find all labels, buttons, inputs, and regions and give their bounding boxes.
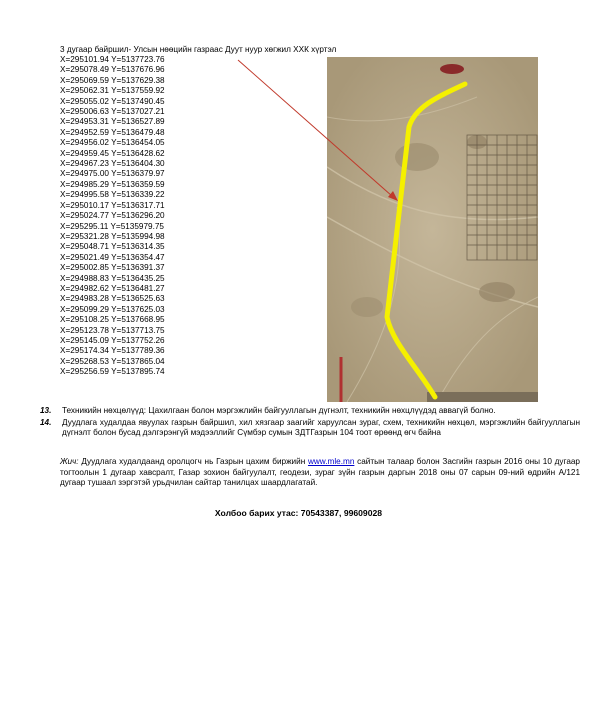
coordinate-row: X=295108.25 Y=5137668.95 xyxy=(60,315,165,325)
coordinate-row: X=295268.53 Y=5137865.04 xyxy=(60,356,165,366)
note-text-1: Дуудлага худалдаанд оролцогч нь Газрын цахим биржийн xyxy=(78,457,308,466)
coordinate-row: X=295069.59 Y=5137629.38 xyxy=(60,75,165,85)
coordinate-row: X=294985.29 Y=5136359.59 xyxy=(60,179,165,189)
coordinate-row: X=295321.28 Y=5135994.98 xyxy=(60,231,165,241)
coordinate-row: X=294967.23 Y=5136404.30 xyxy=(60,159,165,169)
map-graphic xyxy=(327,57,538,402)
coordinate-row: X=295002.85 Y=5136391.37 xyxy=(60,263,165,273)
coordinate-row: X=295006.63 Y=5137027.21 xyxy=(60,107,165,117)
coordinate-row: X=294995.58 Y=5136339.22 xyxy=(60,190,165,200)
coordinate-row: X=295123.78 Y=5137713.75 xyxy=(60,325,165,335)
mle-link[interactable]: www.mle.mn xyxy=(307,457,355,466)
coordinate-row: X=295078.49 Y=5137676.96 xyxy=(60,65,165,75)
coordinate-row: X=295024.77 Y=5136296.20 xyxy=(60,211,165,221)
coordinate-row: X=295055.02 Y=5137490.45 xyxy=(60,96,165,106)
item-text: Дуудлага худалдаа явуулах газрын байршил, хил хязгаар заагийг харуулсан зураг, схем, техникийн нөхцөл, мэргэжлийн байгууллагын дүгнэлт болон бусад дэлгэрэнгүй мэдээллийг Сүмбэр сумын ЗДТГазрын 104 тоот өрөөнд өгч байна xyxy=(62,417,580,438)
coordinate-row: X=294975.00 Y=5136379.97 xyxy=(60,169,165,179)
coordinate-row: X=295145.09 Y=5137752.26 xyxy=(60,335,165,345)
coordinate-row: X=295295.11 Y=5135979.75 xyxy=(60,221,164,231)
contact-phones: Холбоо барих утас: 70543387, 99609028 xyxy=(214,508,383,518)
satellite-map xyxy=(327,57,538,402)
note-paragraph xyxy=(60,457,580,489)
note-text-2: сайтын талаар болон Засгийн газрын 2016 оны 10 дугаар тогтоолын 1 дугаар хавсралт, Газар зохион байгуулалт, геодези, зураг зүйн газрын даргын 2018 оны 07 сарын 09-ний өдрийн А/121 дугаар тушаал зэргэтэй урьдчилан сайтар танилцах шаардлагатай. xyxy=(60,457,580,488)
numbered-items xyxy=(40,406,580,440)
coordinate-row: X=295062.31 Y=5137559.92 xyxy=(60,86,165,96)
item-text: Техникийн нөхцөлүүд: Цахилгаан болон мэргэжлийн байгууллагын дүгнэлт, техникийн нөхцлүүдэд аввагүй болно. xyxy=(62,406,496,415)
coordinate-row: X=295021.49 Y=5136354.47 xyxy=(60,252,165,262)
coordinate-row: X=295048.71 Y=5136314.35 xyxy=(60,242,165,252)
coordinate-row: X=294988.83 Y=5136435.25 xyxy=(60,273,165,283)
item-number: 13. xyxy=(40,406,52,415)
coordinate-row: X=295099.29 Y=5137625.03 xyxy=(60,304,165,314)
item-13 xyxy=(40,406,580,417)
location-heading: 3 дугаар байршил- Улсын нөөцийн газраас Дуут нуур хөгжил ХХК хүртэл xyxy=(60,45,337,54)
note-lead: Жич: xyxy=(60,457,79,466)
coordinate-row: X=295256.59 Y=5137895.74 xyxy=(60,367,165,377)
item-14 xyxy=(40,418,580,439)
coordinate-row: X=294959.45 Y=5136428.62 xyxy=(60,148,165,158)
coordinate-row: X=295010.17 Y=5136317.71 xyxy=(60,200,165,210)
coordinate-row: X=295174.34 Y=5137789.36 xyxy=(60,346,165,356)
coordinate-row: X=294983.28 Y=5136525.63 xyxy=(60,294,165,304)
coordinate-row: X=294982.62 Y=5136481.27 xyxy=(60,283,165,293)
coordinate-row: X=294952.59 Y=5136479.48 xyxy=(60,127,165,137)
coordinate-row: X=295101.94 Y=5137723.76 xyxy=(60,55,165,64)
coordinate-row: X=294956.02 Y=5136454.05 xyxy=(60,138,165,148)
coordinate-list xyxy=(60,55,165,378)
coordinate-row: X=294953.31 Y=5136527.89 xyxy=(60,117,165,127)
item-number: 14. xyxy=(40,417,52,427)
